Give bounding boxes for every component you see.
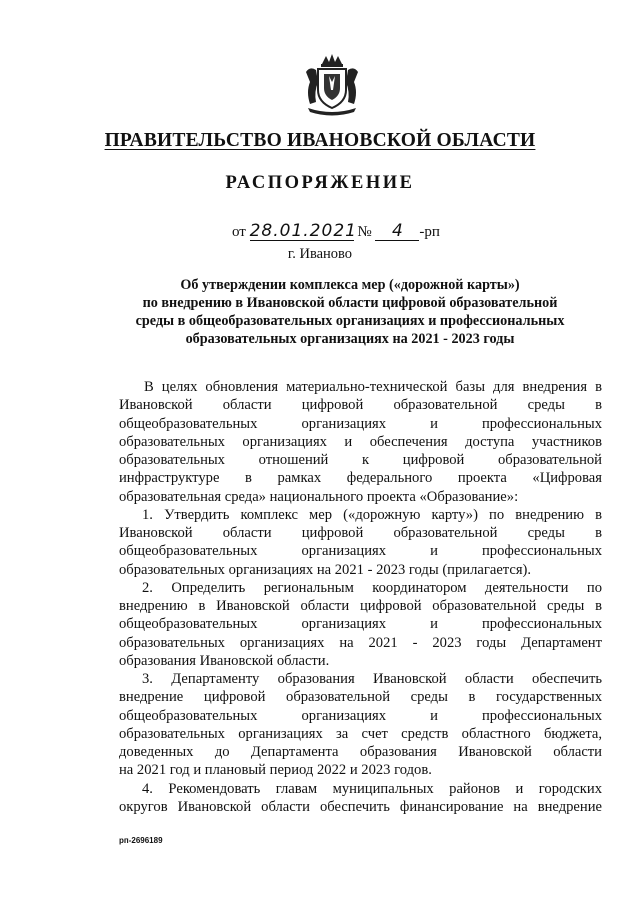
document-body bbox=[119, 378, 602, 816]
body-line: Ивановской области цифровой образовательной среды в bbox=[119, 397, 602, 414]
body-line: образовательных организациях на 2021 - 2023 годы Департамент bbox=[119, 634, 602, 651]
document-subject bbox=[100, 276, 600, 348]
number-suffix: -рп bbox=[419, 224, 440, 240]
body-line: 4. Рекомендовать главам муниципальных районов и городских bbox=[142, 780, 602, 797]
document-code: рп-2696189 bbox=[119, 836, 163, 845]
body-line: внедрение цифровой образовательной среды в государственных bbox=[119, 689, 602, 706]
body-line: общеобразовательных организациях и профессиональных bbox=[119, 415, 602, 432]
document-type: РАСПОРЯЖЕНИЕ bbox=[225, 173, 415, 193]
body-line: образовательных организациях за счет средств областного бюджета, bbox=[119, 725, 602, 742]
number-prefix: № bbox=[357, 224, 372, 240]
body-line: доведенных до Департамента образования Ивановской области bbox=[119, 744, 602, 760]
body-line: 3. Департаменту образования Ивановской области обеспечить bbox=[142, 671, 602, 687]
body-line: 2. Определить региональным координатором деятельности по bbox=[142, 579, 602, 596]
coat-of-arms-icon bbox=[302, 52, 362, 116]
document-number: 4 bbox=[375, 223, 419, 241]
body-line: на 2021 год и плановый период 2022 и 2023 годов. bbox=[119, 762, 432, 779]
document-date: 28.01.2021 bbox=[249, 221, 357, 241]
subject-line: образовательных организациях на 2021 - 2023 годы bbox=[185, 331, 515, 347]
city: г. Иваново bbox=[287, 246, 353, 262]
body-line: округов Ивановской области обеспечить финансирование на внедрение bbox=[119, 798, 602, 815]
date-prefix: от bbox=[232, 224, 246, 240]
body-line: Ивановской области цифровой образовательной среды в bbox=[119, 525, 602, 541]
government-title: ПРАВИТЕЛЬСТВО ИВАНОВСКОЙ ОБЛАСТИ bbox=[104, 130, 536, 151]
body-line: образовательных организациях и обеспечения доступа участников bbox=[119, 433, 602, 450]
body-line: 1. Утвердить комплекс мер («дорожную карту») по внедрению в bbox=[142, 506, 602, 523]
body-line: образовательная среда» национального проекта «Образование»: bbox=[119, 488, 519, 505]
body-line: внедрению в Ивановской области цифровой образовательной среды в bbox=[119, 598, 602, 614]
subject-line: среды в общеобразовательных организациях и профессиональных bbox=[135, 313, 565, 329]
body-line: образования Ивановской области. bbox=[119, 652, 330, 669]
body-line: общеобразовательных организациях и профессиональных bbox=[119, 616, 602, 633]
body-line: общеобразовательных организациях и профессиональных bbox=[119, 543, 602, 560]
subject-line: Об утверждении комплекса мер («дорожной карты») bbox=[180, 277, 520, 293]
date-number-line bbox=[232, 223, 440, 241]
subject-line: по внедрению в Ивановской области цифровой образовательной bbox=[142, 295, 558, 311]
body-line: образовательных отношений к цифровой образовательной bbox=[119, 452, 602, 468]
body-line: инфраструктуре в рамках федерального проекта «Цифровая bbox=[119, 470, 602, 487]
body-line: образовательных организациях на 2021 - 2023 годы (прилагается). bbox=[119, 561, 532, 578]
body-line: общеобразовательных организациях и профессиональных bbox=[119, 707, 602, 724]
body-line: В целях обновления материально-технической базы для внедрения в bbox=[144, 379, 602, 395]
